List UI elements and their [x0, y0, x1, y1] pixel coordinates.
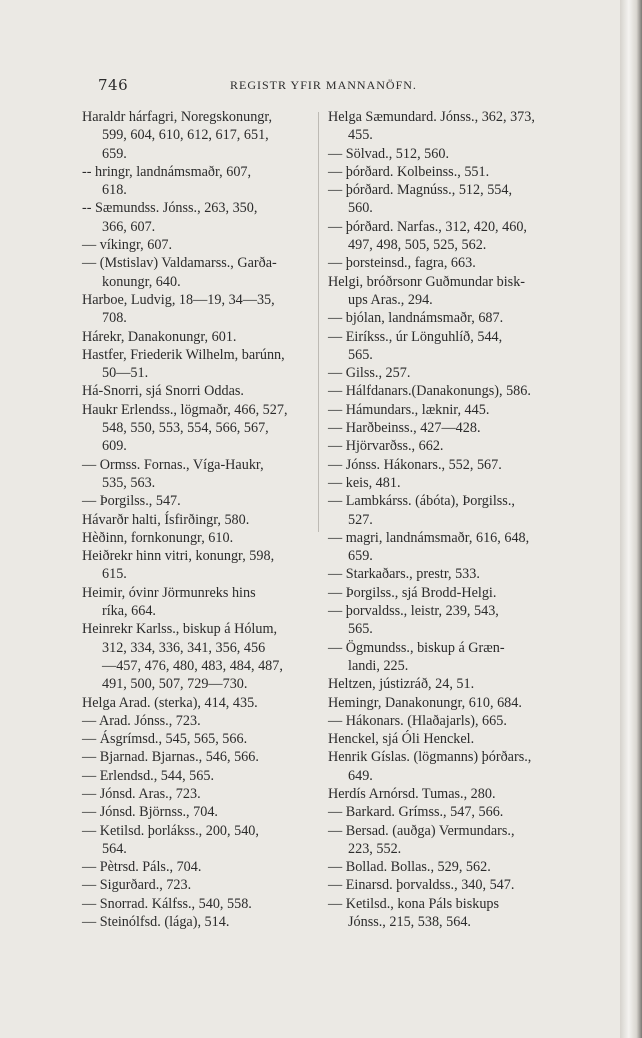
index-line: 708.	[102, 310, 127, 327]
index-line: — Jónsd. Björnss., 704.	[82, 804, 218, 821]
index-line: -- Sæmundss. Jónss., 263, 350,	[82, 200, 258, 217]
index-line: konungr, 640.	[102, 273, 181, 290]
index-line: Henrik Gíslas. (lögmanns) þórðars.,	[328, 749, 532, 766]
index-line: — þórðard. Narfas., 312, 420, 460,	[328, 218, 527, 235]
page-number: 746	[98, 76, 129, 94]
index-line: — Sigurðard., 723.	[82, 877, 192, 894]
index-line: Heinrekr Karlss., biskup á Hólum,	[82, 621, 278, 638]
index-line: Haukr Erlendss., lögmaðr, 466, 527,	[82, 401, 288, 418]
index-line: — Hákonars. (Hlaðajarls), 665.	[328, 712, 507, 729]
index-line: 565.	[348, 346, 373, 363]
index-line: — Snorrad. Kálfss., 540, 558.	[82, 895, 252, 912]
index-line: Helga Sæmundard. Jónss., 362, 373,	[328, 109, 535, 125]
index-line: 312, 334, 336, 341, 356, 456	[102, 639, 266, 656]
index-line: 497, 498, 505, 525, 562.	[348, 237, 487, 254]
index-line: — víkingr, 607.	[82, 237, 173, 254]
index-line: — magri, landnámsmaðr, 616, 648,	[328, 529, 530, 546]
index-line: — Ormss. Fornas., Víga-Haukr,	[82, 456, 264, 473]
index-line: — Ögmundss., biskup á Græn-	[328, 639, 505, 656]
index-line: — Ketilsd. þorlákss., 200, 540,	[82, 822, 259, 839]
index-line: ups Aras., 294.	[348, 291, 433, 308]
index-line: Heimir, óvinr Jörmunreks hins	[82, 584, 256, 601]
index-line: 599, 604, 610, 612, 617, 651,	[102, 127, 269, 144]
index-line: Helga Arad. (sterka), 414, 435.	[82, 694, 258, 711]
index-line: — þórðard. Magnúss., 512, 554,	[328, 182, 513, 199]
index-line: 548, 550, 553, 554, 566, 567,	[102, 420, 269, 437]
index-line: 366, 607.	[102, 218, 156, 235]
index-line: — Arad. Jónss., 723.	[82, 712, 201, 729]
index-line: Hemingr, Danakonungr, 610, 684.	[328, 694, 522, 711]
index-line: 659.	[348, 548, 373, 565]
index-line: — Hámundars., læknir, 445.	[328, 401, 490, 418]
index-line: — Ketilsd., kona Páls biskups	[328, 895, 500, 912]
index-line: -- hringr, landnámsmaðr, 607,	[82, 163, 252, 180]
page-header	[0, 76, 600, 96]
index-line: — Starkaðars., prestr, 533.	[328, 566, 480, 583]
index-line: — Ásgrímsd., 545, 565, 566.	[82, 731, 248, 748]
index-line: — Gilss., 257.	[328, 365, 411, 382]
index-column-right	[328, 108, 556, 931]
index-line: landi, 225.	[348, 657, 409, 674]
index-line: — keis, 481.	[328, 474, 401, 491]
index-line: 535, 563.	[102, 474, 156, 491]
index-line: Há-Snorri, sjá Snorri Oddas.	[82, 383, 244, 400]
index-line: 50—51.	[102, 365, 149, 382]
index-line: 527.	[348, 511, 373, 528]
running-title: REGISTR YFIR MANNANÖFN.	[230, 78, 417, 92]
page-edge	[620, 0, 642, 1038]
index-line: Heltzen, jústizráð, 24, 51.	[328, 676, 475, 693]
index-line: — þorvaldss., leistr, 239, 543,	[328, 603, 499, 620]
index-line: 565.	[348, 621, 373, 638]
index-line: — bjólan, landnámsmaðr, 687.	[328, 310, 504, 327]
index-line: Heiðrekr hinn vitri, konungr, 598,	[82, 548, 275, 565]
index-line: Herdís Arnórsd. Tumas., 280.	[328, 785, 496, 802]
index-line: — Erlendsd., 544, 565.	[82, 767, 215, 784]
index-line: Hárekr, Danakonungr, 601.	[82, 328, 237, 345]
index-line: — Sölvad., 512, 560.	[328, 145, 449, 162]
index-line: 659.	[102, 145, 127, 162]
index-line: — Bollad. Bollas., 529, 562.	[328, 859, 491, 876]
index-line: — Eiríkss., úr Lönguhlíð, 544,	[328, 328, 503, 345]
index-line: — Jónss. Hákonars., 552, 567.	[328, 456, 502, 473]
index-line: 615.	[102, 566, 127, 583]
index-line: — Harðbeinss., 427—428.	[328, 420, 481, 437]
index-line: — Þorgilss., sjá Brodd-Helgi.	[328, 584, 497, 601]
index-line: Hávarðr halti, Ísfirðingr, 580.	[82, 511, 250, 528]
index-line: — Hálfdanars.(Danakonungs), 586.	[328, 383, 531, 400]
index-line: — Hjörvarðss., 662.	[328, 438, 444, 455]
index-line: — Bersad. (auðga) Vermundars.,	[328, 822, 515, 839]
index-line: — Barkard. Grímss., 547, 566.	[328, 804, 504, 821]
index-line: — (Mstislav) Valdamarss., Garða-	[82, 255, 277, 272]
index-line: Jónss., 215, 538, 564.	[348, 914, 471, 931]
index-line: 649.	[348, 767, 373, 784]
column-divider	[318, 112, 319, 532]
index-line: 609.	[102, 438, 127, 455]
index-line: — Bjarnad. Bjarnas., 546, 566.	[82, 749, 259, 766]
index-line: Harboe, Ludvig, 18—19, 34—35,	[82, 291, 275, 308]
index-line: — Einarsd. þorvaldss., 340, 547.	[328, 877, 515, 894]
index-line: 564.	[102, 840, 127, 857]
index-column-left	[82, 108, 314, 931]
index-line: 223, 552.	[348, 840, 402, 857]
index-line: — þorsteinsd., fagra, 663.	[328, 255, 476, 272]
index-line: 455.	[348, 127, 373, 144]
index-line: — Pètrsd. Páls., 704.	[82, 859, 202, 876]
index-line: 618.	[102, 182, 127, 199]
index-line: ríka, 664.	[102, 603, 156, 620]
index-line: Hastfer, Friederik Wilhelm, barúnn,	[82, 346, 285, 363]
index-line: — þórðard. Kolbeinss., 551.	[328, 163, 490, 180]
index-line: — Jónsd. Aras., 723.	[82, 785, 201, 802]
index-line: Henckel, sjá Óli Henckel.	[328, 731, 475, 748]
index-line: Hèðinn, fornkonungr, 610.	[82, 529, 234, 546]
index-line: — Lambkárss. (ábóta), Þorgilss.,	[328, 493, 515, 510]
index-line: Helgi, bróðrsonr Guðmundar bisk-	[328, 273, 526, 290]
index-line: Haraldr hárfagri, Noregskonungr,	[82, 109, 273, 125]
index-line: — Steinólfsd. (lága), 514.	[82, 914, 230, 931]
index-line: —457, 476, 480, 483, 484, 487,	[102, 657, 283, 674]
index-line: — Þorgilss., 547.	[82, 493, 181, 510]
index-line: 560.	[348, 200, 373, 217]
index-line: 491, 500, 507, 729—730.	[102, 676, 248, 693]
